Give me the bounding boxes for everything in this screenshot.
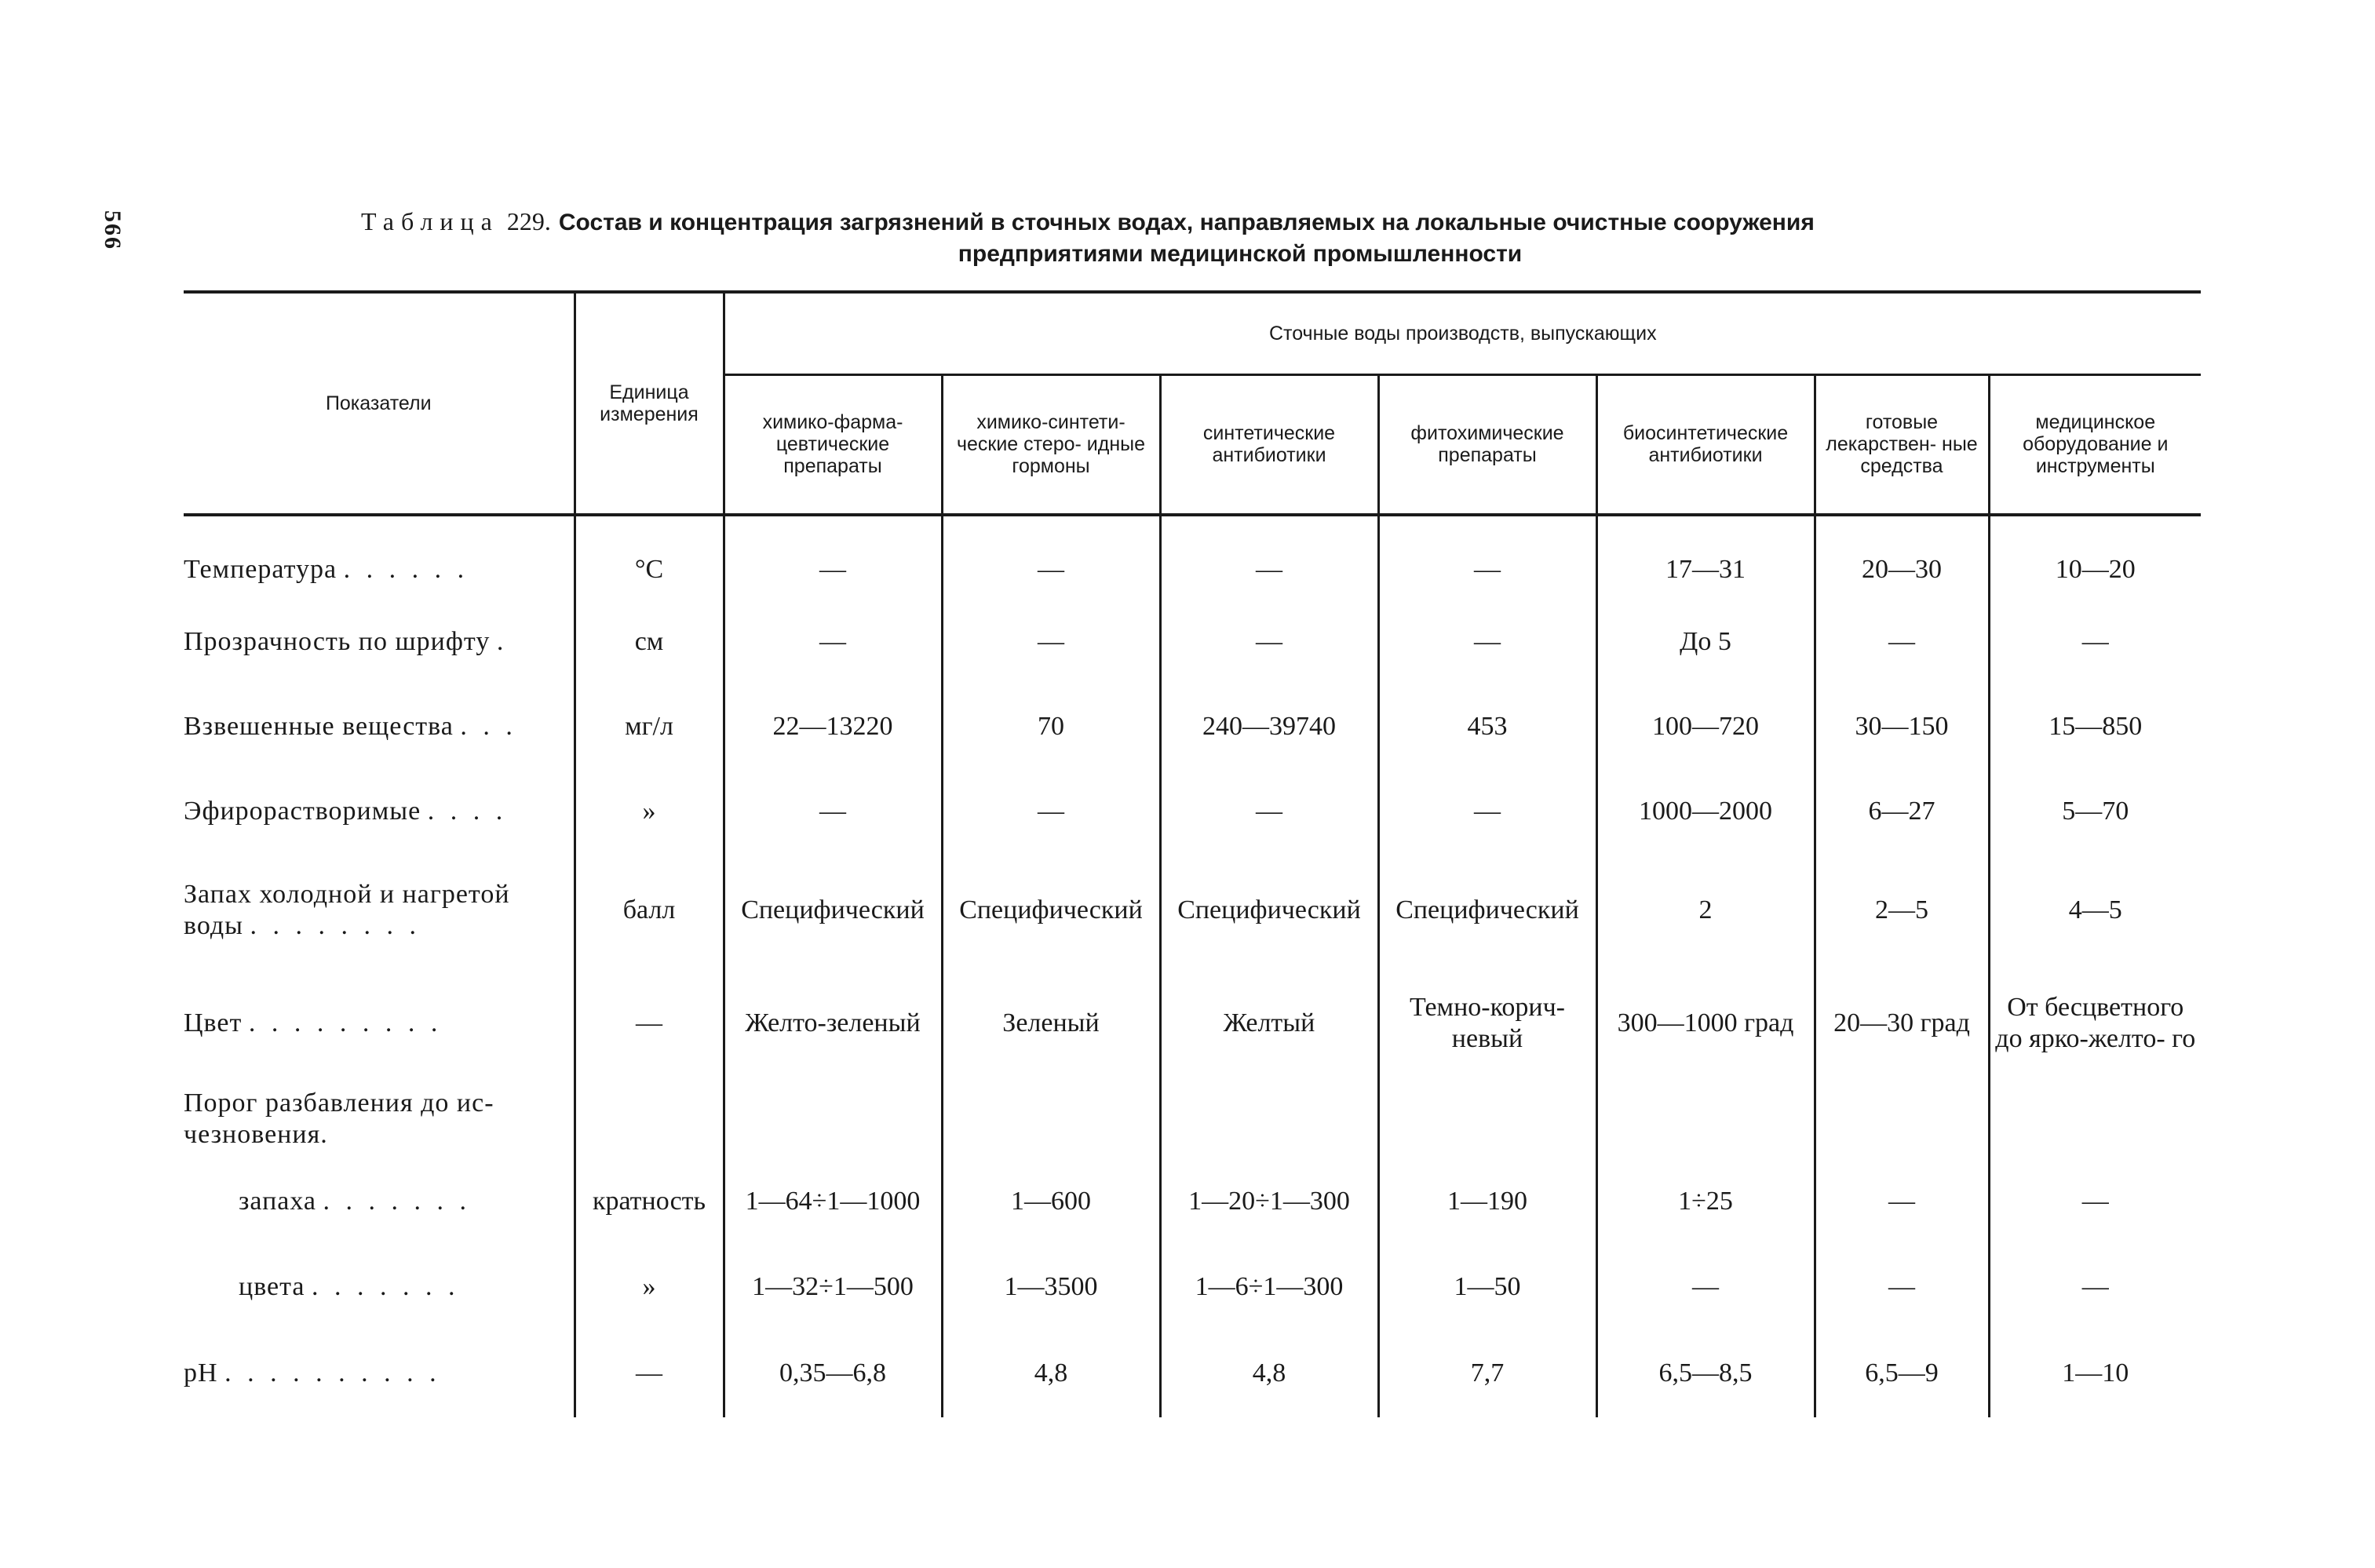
row-label [184, 1329, 575, 1417]
row-label-dots: . . . . . . [343, 555, 469, 584]
header-indicators: Показатели [184, 292, 575, 515]
table-caption [361, 206, 2119, 270]
row-value: 70 [942, 684, 1160, 769]
row-label-text: Взвешенные вещества [184, 712, 454, 741]
table-row [184, 854, 2201, 967]
row-label-text: Прозрачность по шрифту [184, 627, 491, 656]
row-value: 22—13220 [724, 684, 942, 769]
row-value: — [942, 515, 1160, 600]
table-row [184, 967, 2201, 1080]
table-row [184, 515, 2201, 600]
row-value [724, 1080, 942, 1158]
row-label-text: Эфирорастворимые [184, 797, 421, 826]
row-value: — [2081, 1272, 2109, 1301]
table-row [184, 1245, 2201, 1329]
row-label [184, 854, 575, 967]
row-value: 4,8 [942, 1329, 1160, 1417]
row-label-text: pH [184, 1358, 218, 1387]
row-value: 4,8 [1160, 1329, 1378, 1417]
table-row [184, 600, 2201, 684]
row-value: Желтый [1160, 967, 1378, 1080]
row-value: Специфический [1160, 854, 1378, 967]
row-label [184, 1158, 575, 1245]
row-unit: мг/л [575, 684, 724, 769]
row-unit: балл [575, 854, 724, 967]
header-column: химико-синтети- ческие стеро- идные гормоны [942, 374, 1160, 515]
header-group: Сточные воды производств, выпускающих [724, 292, 2201, 374]
row-value: 1—10 [2062, 1358, 2129, 1387]
header-column: готовые лекарствен- ные средства [1815, 374, 1989, 515]
row-value: 5—70 [2062, 797, 2129, 826]
row-label-text: Запах холодной и нагретой воды [184, 880, 510, 940]
row-value: 20—30 [1815, 515, 1989, 600]
row-value: 1—3500 [942, 1245, 1160, 1329]
row-value: 1—64÷1—1000 [724, 1158, 942, 1245]
row-value: 240—39740 [1160, 684, 1378, 769]
row-unit: см [575, 600, 724, 684]
row-label [184, 769, 575, 854]
row-value: — [2081, 1187, 2109, 1216]
row-value: 300—1000 град [1596, 967, 1815, 1080]
row-value [942, 1080, 1160, 1158]
row-value: 1÷25 [1596, 1158, 1815, 1245]
row-value [1378, 1080, 1596, 1158]
row-value: Специфический [942, 854, 1160, 967]
row-value: До 5 [1596, 600, 1815, 684]
row-value [1815, 1080, 1989, 1158]
row-unit: °С [575, 515, 724, 600]
header-unit: Единица измерения [575, 292, 724, 515]
row-value: 0,35—6,8 [724, 1329, 942, 1417]
page-number: 566 [100, 210, 126, 250]
row-value: Специфический [1378, 854, 1596, 967]
row-value: — [942, 600, 1160, 684]
row-value: — [1596, 1245, 1815, 1329]
row-value: 2 [1596, 854, 1815, 967]
caption-lead: Таблица [361, 207, 499, 235]
row-label [184, 1245, 575, 1329]
row-value: 10—20 [2055, 555, 2136, 584]
row-label-dots: . . . . . . . . [250, 911, 421, 940]
table-body [184, 515, 2201, 1417]
row-value: Специфический [724, 854, 942, 967]
row-label [184, 515, 575, 600]
row-value: 6—27 [1815, 769, 1989, 854]
row-value: Желто-зеленый [724, 967, 942, 1080]
row-value: 2—5 [1815, 854, 1989, 967]
table-row [184, 1158, 2201, 1245]
row-value: — [2081, 627, 2109, 656]
row-value: 1—20÷1—300 [1160, 1158, 1378, 1245]
caption-number: 229. [506, 207, 551, 235]
row-value: — [1815, 1245, 1989, 1329]
row-unit [575, 1080, 724, 1158]
header-column: биосинтетические антибиотики [1596, 374, 1815, 515]
row-label [184, 967, 575, 1080]
caption-title-line1: Состав и концентрация загрязнений в сточных водах, направляемых на локальные очистные сооружения [558, 210, 1815, 235]
row-value: — [1815, 600, 1989, 684]
row-value: — [724, 600, 942, 684]
row-value: — [1160, 515, 1378, 600]
row-label-dots: . . . . . . . . . [248, 1008, 443, 1037]
row-value: — [724, 515, 942, 600]
row-value: 1—50 [1378, 1245, 1596, 1329]
row-unit: кратность [575, 1158, 724, 1245]
row-value: 1—600 [942, 1158, 1160, 1245]
row-value: 6,5—9 [1815, 1329, 1989, 1417]
row-label-text: Порог разбавления до ис- чезновения. [184, 1088, 494, 1149]
row-value: 1—32÷1—500 [724, 1245, 942, 1329]
caption-title-line2: предприятиями медицинской промышленности [958, 241, 1523, 267]
table-row [184, 1080, 2201, 1158]
row-label-text: Температура [184, 555, 337, 584]
row-unit: » [575, 769, 724, 854]
row-label [184, 1080, 575, 1158]
header-column: медицинское оборудование и инструменты [1989, 374, 2201, 515]
row-value [1989, 1080, 2201, 1158]
row-value: 1—6÷1—300 [1160, 1245, 1378, 1329]
row-value: 17—31 [1596, 515, 1815, 600]
row-value: — [1378, 600, 1596, 684]
row-unit: — [575, 967, 724, 1080]
row-value: — [1378, 769, 1596, 854]
row-label [184, 684, 575, 769]
header-column: синтетические антибиотики [1160, 374, 1378, 515]
row-unit: — [575, 1329, 724, 1417]
row-label-dots: . [496, 627, 509, 656]
row-value: — [1160, 600, 1378, 684]
row-label-dots: . . . . . . . [312, 1272, 460, 1301]
row-label-dots: . . . . . . . [323, 1187, 472, 1216]
row-value: — [1160, 769, 1378, 854]
row-label-text: Цвет [184, 1008, 243, 1037]
row-value: 7,7 [1378, 1329, 1596, 1417]
row-value: Зеленый [942, 967, 1160, 1080]
table-row [184, 769, 2201, 854]
row-label-text: запаха [239, 1187, 317, 1216]
row-unit: » [575, 1245, 724, 1329]
row-label-dots: . . . . [427, 797, 508, 826]
row-value: 100—720 [1596, 684, 1815, 769]
row-value: — [724, 769, 942, 854]
row-value [1160, 1080, 1378, 1158]
row-value: — [1815, 1158, 1989, 1245]
row-value: 1—190 [1378, 1158, 1596, 1245]
row-value: 15—850 [2048, 712, 2143, 741]
table-row [184, 684, 2201, 769]
row-label [184, 600, 575, 684]
row-value: От бесцветного до ярко-желто- го [1995, 993, 2196, 1053]
pollution-table [184, 290, 2201, 1417]
row-value: 6,5—8,5 [1596, 1329, 1815, 1417]
row-value [1596, 1080, 1815, 1158]
header-column: химико-фарма- цевтические препараты [724, 374, 942, 515]
row-value: Темно-корич- невый [1378, 967, 1596, 1080]
table-row [184, 1329, 2201, 1417]
row-value: 20—30 град [1815, 967, 1989, 1080]
row-value: 4—5 [2068, 895, 2122, 924]
row-label-dots: . . . . . . . . . . [224, 1358, 441, 1387]
row-value: 1000—2000 [1596, 769, 1815, 854]
row-value: 30—150 [1815, 684, 1989, 769]
header-column: фитохимические препараты [1378, 374, 1596, 515]
row-label-text: цвета [239, 1272, 305, 1301]
row-label-dots: . . . [460, 712, 517, 741]
row-value: — [942, 769, 1160, 854]
row-value: — [1378, 515, 1596, 600]
row-value: 453 [1378, 684, 1596, 769]
